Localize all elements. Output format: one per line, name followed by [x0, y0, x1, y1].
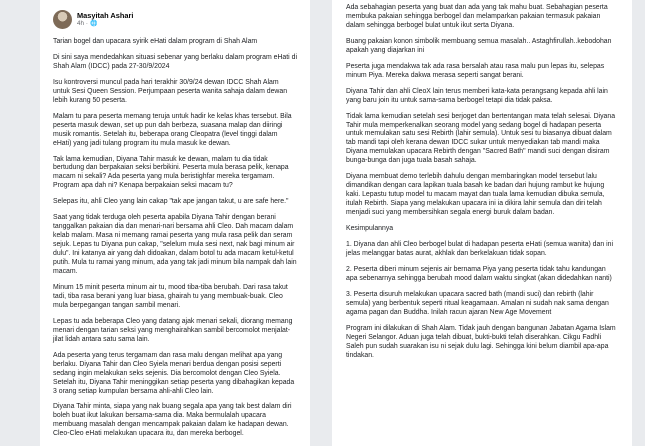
post-right-column — [332, 0, 632, 446]
post-paragraph: 1. Diyana dan ahli Cleo berbogel bulat di hadapan peserta eHati (semua wanita) dan ini jelas melanggar batas aurat, akhlak dan berkelakuan tidak sopan. — [346, 241, 613, 257]
post-paragraph: Selepas itu, ahli Cleo yang lain cakap "tak ape jangan takut, u are safe here." — [53, 198, 289, 206]
post-paragraph: 2. Peserta diberi minum sejenis air bernama Piya yang peserta tidak tahu kandungan apa sebenarnya sehingga berubah mood dalam waktu singkat (akan didedahkan nanti) — [346, 265, 612, 282]
post-paragraph: Tidak lama kemudian setelah sesi berjoget dan bertentangan mata telah selesai. Diyana Tahir mula memperkenalkan seorang model yang sedang bogel di hadapan peserta untuk memulakan satu sesi Rebirth (lahir semula). Untuk sesi tu biasanya dibuat dalam tab mandi tapi oleh kerana dewan IDCC sukar untuk menyediakan tab mandi maka Diyana memulakan upacara Rebirth dengan "Sacred Bath" mandi suci dengan disiram bunga-bunga dan juga tuala basah sahaja. — [346, 112, 616, 165]
post-paragraph: Ada sebahagian peserta yang buat dan ada yang tak mahu buat. Sebahagian peserta membuka pakaian sehingga berbogel dan melamparkan pakaian termasuk pakaian dalam sehingga berbogel bulat untuk ikut serta Diyana. — [346, 4, 608, 29]
post-paragraph: Diyana membuat demo terlebih dahulu dengan membaringkan model tersebut lalu dimandikan dengan cara lapikan tuala basah ke badan dari hujung rambut ke hujung kaki. Lepastu tutup model tu macam mayat dan tuala lama kemudian dibuka semula, itulah Rebirth. Siapa yang melakukan upacara ini ia dikira lahir semula dan diri telah menjadi suci yang membersihkan segala energi buruk dalam badan. — [346, 173, 605, 217]
post-paragraph: Di sini saya mendedahkan situasi sebenar yang berlaku dalam program eHati di Shah Alam (IDCC) pada 27-30/9/2024 — [53, 53, 297, 70]
post-time[interactable]: 4h — [77, 20, 84, 27]
post-paragraph: Diyana Tahir minta, siapa yang nak buang segala apa yang tak best dalam diri boleh buat ikut lakukan bersama-sama dia. Maka bermulalah upacara membuang masalah dengan mencampak pakaian dalam ke hadapan dewan. Cleo-Cleo eHati melakukan upacara itu, dan mereka berbogel. — [53, 403, 292, 438]
post-paragraph: Saat yang tidak terduga oleh peserta apabila Diyana Tahir dengan berani tanggalkan pakaian dia dan menari-nari bersama ahli Cleo. Dah macam dalam kelab malam. Masa ni memang ramai peserta yang mula rasa pelik dan seram sejuk. Lepas tu Diyana pun cakap, "selelum mula sesi next, nak bagi minum air dulu". Ini katanya air yang dah didoakan, dalam botol tu ada macam ketul-ketul putih. Mula tu ramai yang minum, ada yang tak jadi minum bila nampak dah lain macam. — [53, 214, 297, 276]
post-paragraph: Isu kontroversi muncul pada hari terakhir 30/9/24 dewan IDCC Shah Alam untuk Sesi Queen Session. Perjumpaan peserta wanita sahaja dalam dewan lebih kurang 50 peserta. — [53, 78, 288, 104]
post-header — [53, 10, 297, 29]
post-meta — [77, 20, 133, 28]
avatar[interactable] — [53, 10, 72, 29]
section-heading: Kesimpulannya — [346, 225, 394, 233]
post-left-column — [40, 0, 310, 446]
post-paragraph: Tarian bogel dan upacara syirik eHati dalam program di Shah Alam — [53, 38, 258, 45]
globe-icon: 🌐 — [89, 21, 98, 27]
post-paragraph: Diyana Tahir dan ahli CleoX lain terus memberi kata-kata perangsang kepada ahli lain yang baru join itu untuk sama-sama berbogel tetapi dia tidak paksa. — [346, 87, 608, 104]
author-block — [77, 11, 133, 28]
post-paragraph: Program ini dilakukan di Shah Alam. Tidak jauh dengan bangunan Jabatan Agama Islam Negeri Selangor. Aduan juga telah dibuat, bukti-bukti telah diserahkan. Cikgu Fadhli Saleh pun sudah suarakan isu ni sejak dulu lagi. Sehingga kini belum diambil apa-apa tindakan. — [346, 324, 616, 359]
post-paragraph: Malam tu para peserta memang teruja untuk hadir ke kelas khas tersebut. Bila peserta masuk dewan, set up pun dah berbeza, suasana malap dan diiringi musik romantis. Setelah itu, beberapa orang Cleopatra (level tinggi dalam eHati) yang jadi tulang program itu mula masuk ke dewan. — [53, 112, 292, 147]
post-paragraph: Minum 15 minit peserta minum air tu, mood tiba-tiba berubah. Dari rasa takut tadi, tiba rasa berani yang luar biasa, ghairah tu yang membuak-buak. Cleo mula berpegangan tangan sambil menari. — [53, 283, 288, 309]
meta-separator: · — [85, 20, 88, 27]
post-paragraph: Peserta juga mendakwa tak ada rasa bersalah atau rasa malu pun lepas itu, selepas minum Piya. Mereka dakwa merasa seperti sangat berani. — [346, 62, 605, 79]
post-paragraph: 3. Peserta disuruh melakukan upacara sacred bath (mandi suci) dan rebirth (lahir semula) yang berbentuk seperti ritual keagamaan. Amalan ni sudah nak sama dengan agama pagan dan Buddha. Inilah racun ajaran New Age Movement — [346, 290, 609, 316]
post-paragraph: Buang pakaian konon simbolik membuang semua masalah.. Astaghfirullah..kebodohan apakah yang diajarkan ini — [346, 37, 612, 54]
author-name[interactable]: Masyitah Ashari — [77, 11, 134, 20]
post-paragraph: Lepas tu ada beberapa Cleo yang datang ajak menari sekali, diorang memang menari dengan tarian seksi yang menghairahkan sambil bercomolot menjalat-jilat lidah antara satu sama lain. — [53, 317, 293, 343]
post-paragraph: Tak lama kemudian, Diyana Tahir masuk ke dewan, malam tu dia tidak bertudung dan berpakaian seksi berbikini. Peserta mula berasa pelik, kenapa macam ni sekali? Ada peserta yang mula beristighfar mereka tergamam. Program apa dah ni? Kenapa berpakaian seksi macam tu? — [53, 155, 289, 190]
post-paragraph: Ada peserta yang terus tergamam dan rasa malu dengan melihat apa yang berlaku. Diyana Tahir dan Cleo Syiela menari berdua dengan posisi seperti sedang ingin melakukan seks sejenis. Dia bercomolot dengan Cleo Syiela. Setelah itu, Diyana Tahir meninggikan setiap peserta yang dibahagikan kepada 3 orang setiap kumpulan bersama ahli-ahli Cleo lain. — [53, 351, 295, 395]
